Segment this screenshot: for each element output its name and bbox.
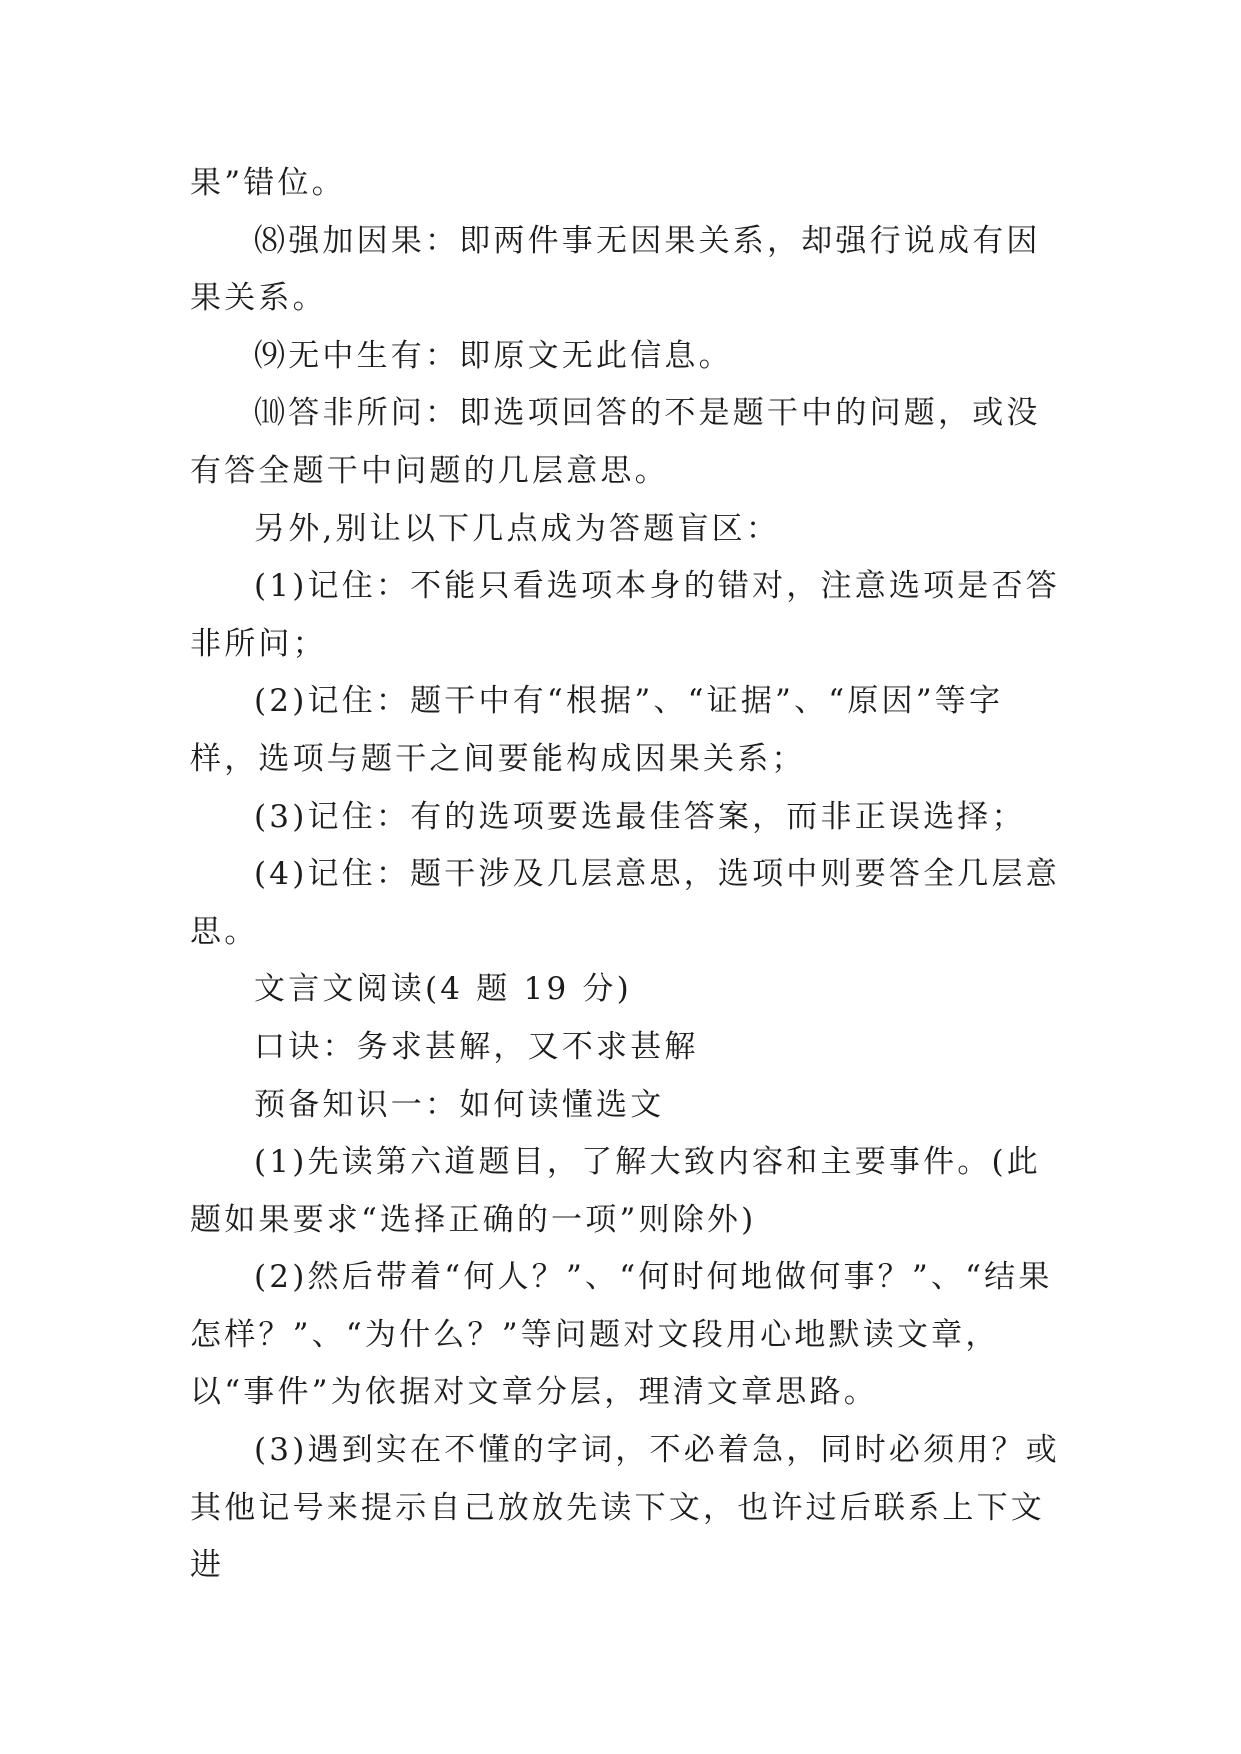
paragraph-remember-4: (4)记住：题干涉及几层意思，选项中则要答全几层意思。 [190, 856, 1060, 950]
section-heading: 文言文阅读(4 题 19 分) [254, 971, 632, 1008]
paragraph-remember-2: (2)记住：题干中有“根据”、“证据”、“原因”等字样，选项与题干之间要能构成因果关系； [190, 683, 1004, 777]
paragraph-step-3: (3)遇到实在不懂的字词，不必着急，同时必须用？或其他记号来提示自己放放先读下文，也许过后联系上下文进 [190, 1432, 1060, 1584]
paragraph-remember-1: (1)记住：不能只看选项本身的错对，注意选项是否答非所问； [190, 568, 1060, 662]
subsection-heading: 预备知识一：如何读懂选文 [254, 1086, 665, 1123]
paragraph-remember-3: (3)记住：有的选项要选最佳答案，而非正误选择； [254, 798, 1026, 835]
paragraph-step-2: (2)然后带着“何人？”、“何时何地做何事？”、“结果怎样？”、“为什么？”等问题对文段用心地默读文章，以“事件”为依据对文章分层，理清文章思路。 [190, 1259, 1053, 1411]
paragraph-item-9: ⑼无中生有：即原文无此信息。 [254, 337, 733, 374]
document-body [190, 155, 1060, 1595]
paragraph-additional-note: 另外,别让以下几点成为答题盲区： [254, 510, 781, 547]
paragraph-mnemonic: 口诀：务求甚解，又不求甚解 [254, 1028, 699, 1065]
paragraph-continuation: 果”错位。 [190, 165, 346, 201]
paragraph-item-8: ⑻强加因果：即两件事无因果关系，却强行说成有因果关系。 [190, 222, 1041, 317]
paragraph-item-10: ⑽答非所问：即选项回答的不是题干中的问题，或没有答全题干中问题的几层意思。 [190, 395, 1041, 489]
paragraph-step-1: (1)先读第六道题目，了解大致内容和主要事件。(此题如果要求“选择正确的一项”则除外) [190, 1144, 1042, 1238]
